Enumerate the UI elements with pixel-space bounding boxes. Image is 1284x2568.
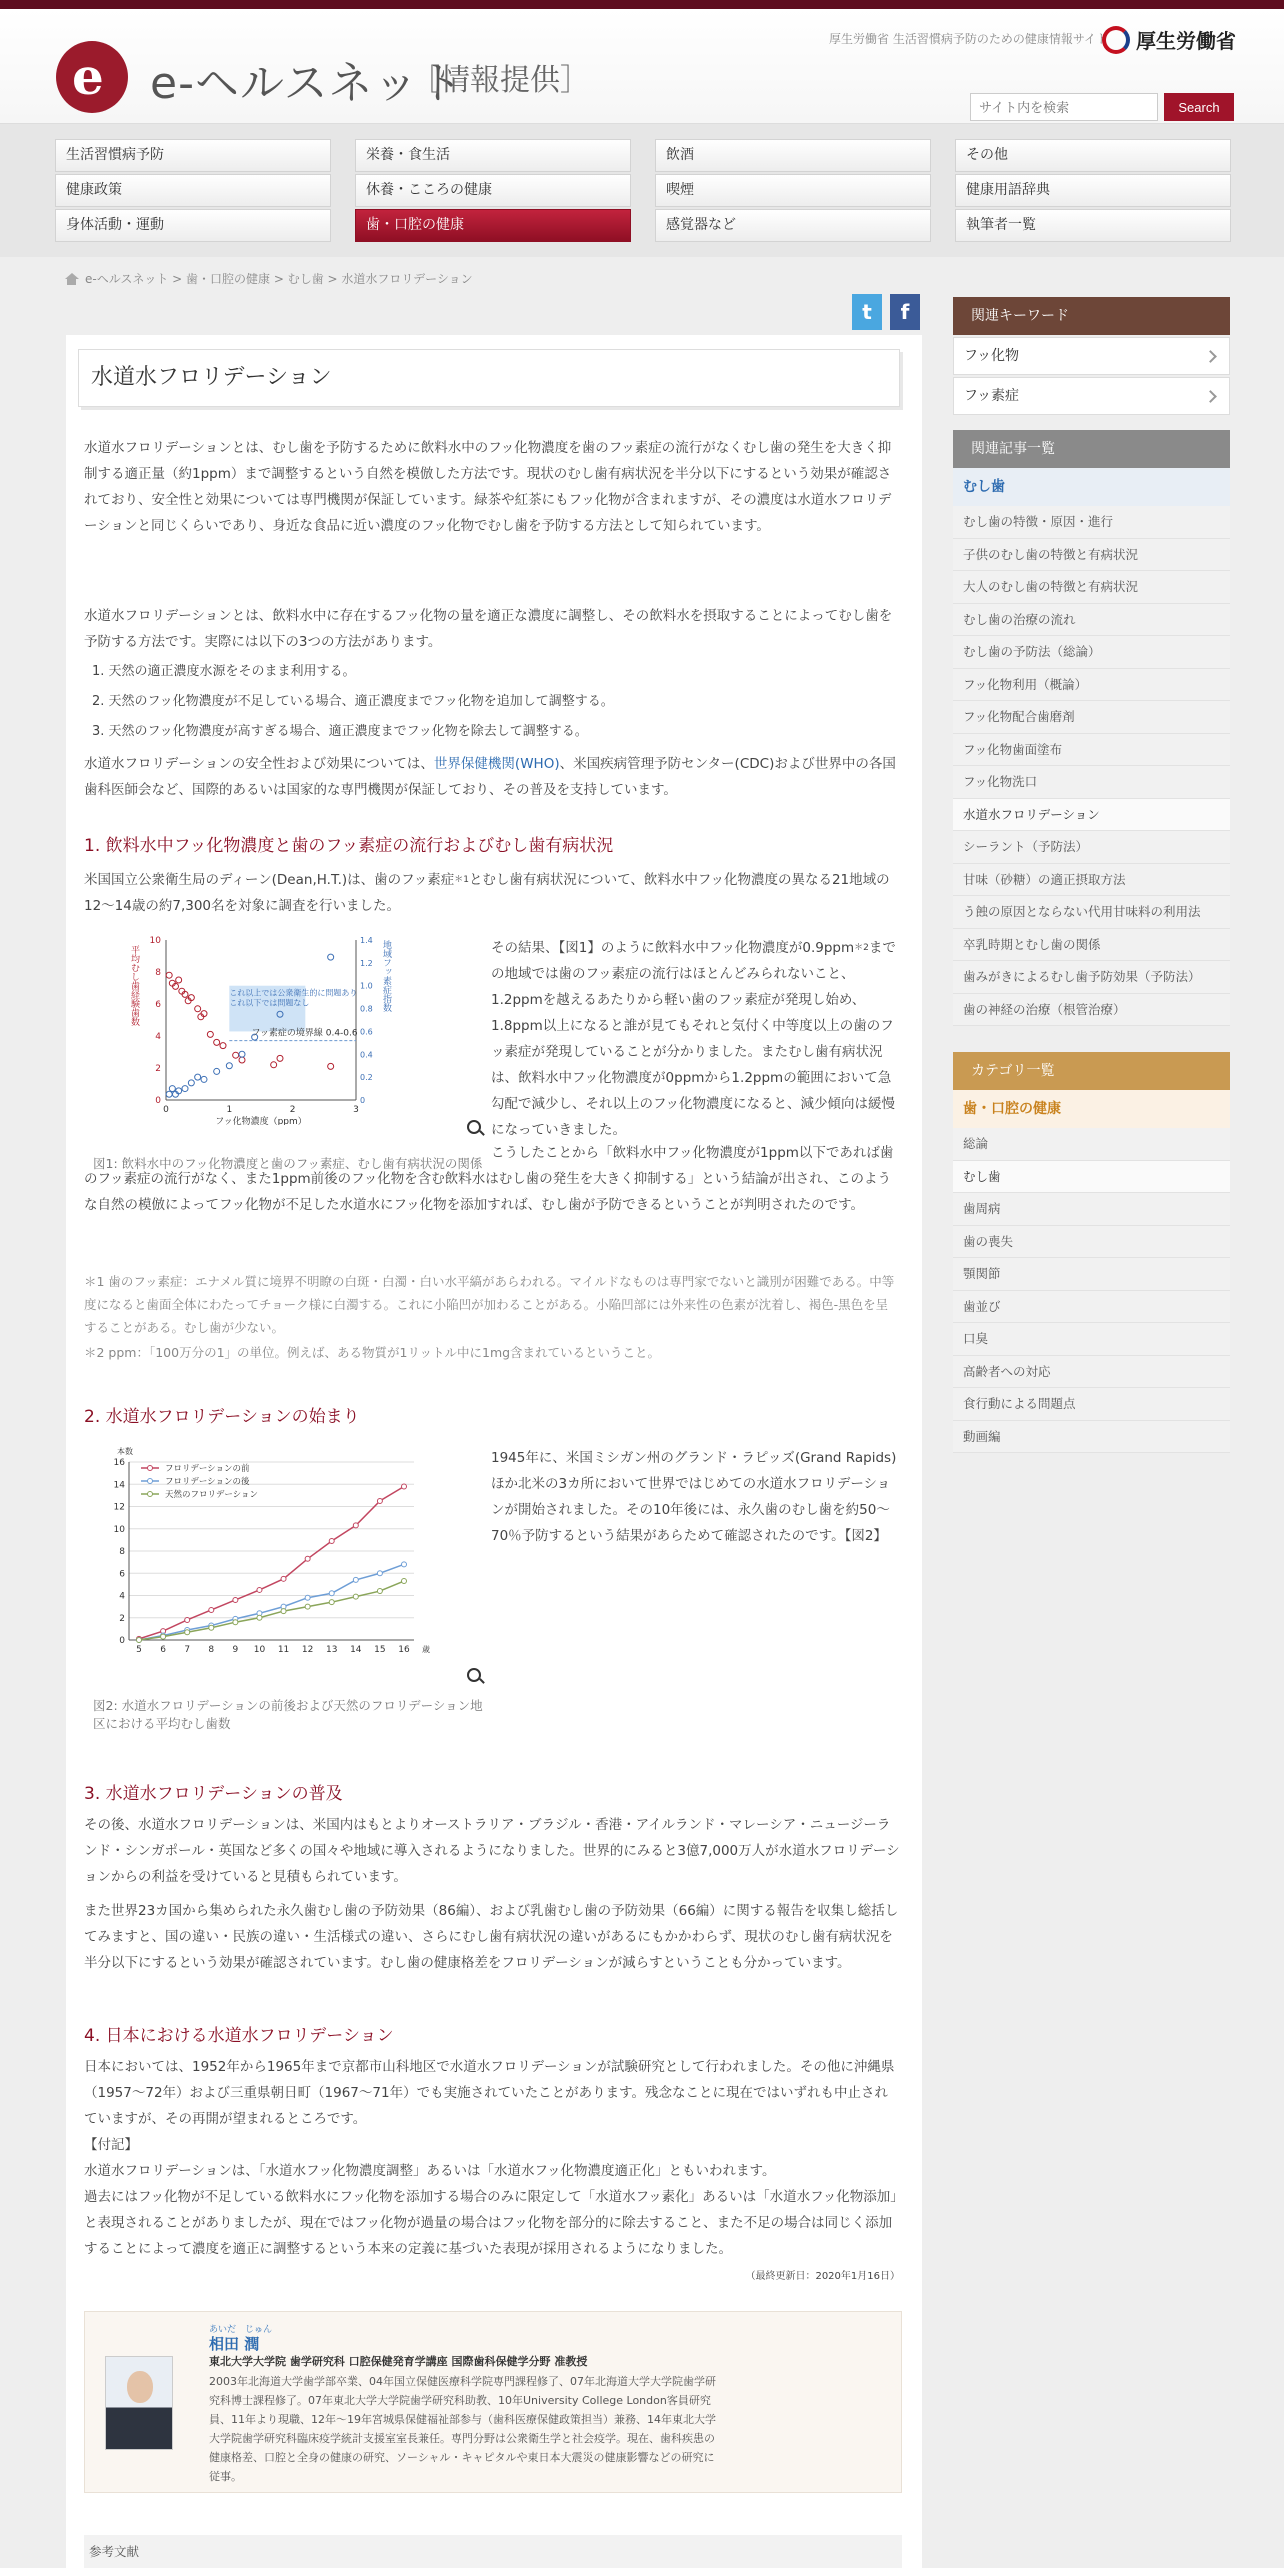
related-article-link[interactable]: むし歯の特徴・原因・進行 [953, 506, 1230, 539]
top-bar [0, 0, 1284, 9]
threshold-annotation: フッ素症の境界線 0.4-0.6 [251, 1028, 358, 1039]
paragraph: 1945年に、米国ミシガン州のグランド・ラピッズ(Grand Rapids)ほか北米の3カ所において世界ではじめての水道水フロリデーションが開始されました。その10年後には、永久歯のむし歯を約50～70％予防するという結果があらためて確認されたのです。【図2】 [491, 1450, 897, 1544]
text: 水道水フロリデーションの安全性および効果については、 [84, 756, 434, 772]
x-tick-label: 11 [277, 1645, 290, 1655]
fluorosis-point [195, 1074, 201, 1080]
data-point [305, 1556, 310, 1561]
data-point [329, 1600, 334, 1605]
data-point [377, 1498, 382, 1503]
related-article-link[interactable]: 歯みがきによるむし歯予防効果（予防法） [953, 961, 1230, 994]
category-heading: カテゴリ一覧 [953, 1052, 1230, 1090]
author-bio: 2003年北海道大学歯学部卒業、04年国立保健医療科学院専門課程修了、07年北海道大学大学院歯学研究科博士課程修了。07年東北大学大学院歯学研究科助教、10年University College London客員研究員、11年より現職、12年～19年宮城県保健福祉部参与（歯科医療保健政策担当）兼務、14年東北大学大学院歯学研究科臨床疫学統計支援室室長兼任。専門分野は公衆衛生学と社会疫学。現在、歯科疾患の健康格差、口腔と全身の健康の研究、ソーシャル・キャピタルや東日本大震災の健康影響などの研究に従事。 [209, 2375, 716, 2483]
keyword-link[interactable]: フッ化物 [953, 337, 1230, 375]
series-line [139, 1486, 404, 1638]
paragraph: 水道水フロリデーションは、「水道水フッ化物濃度調整」あるいは「水道水フッ化物濃度適正化」ともいわれます。 [84, 2163, 776, 2179]
footnote-2: ＊2 ppm：「100万分の1」の単位。例えば、ある物質が1リットル中に1mg含まれているということ。 [84, 1345, 661, 1360]
y-tick-label: 4 [119, 1591, 125, 1602]
data-point [305, 1595, 310, 1600]
fluorosis-point [201, 1076, 207, 1082]
list-item: 1. 天然の適正濃度水源をそのまま利用する。 [92, 664, 356, 679]
nav-item[interactable]: 執筆者一覧 [955, 209, 1231, 242]
category-subheading[interactable]: 歯・口腔の健康 [953, 1090, 1230, 1128]
home-icon[interactable] [64, 273, 79, 285]
data-point [137, 1638, 142, 1643]
x-tick-label: 16 [398, 1645, 410, 1655]
y-tick-label: 2 [119, 1613, 125, 1624]
threshold-note: これ以上では公衆衛生的に問題あり [229, 988, 358, 998]
related-heading: 関連記事一覧 [953, 430, 1230, 468]
related-article-link[interactable]: 大人のむし歯の特徴と有病状況 [953, 571, 1230, 604]
paragraph: 日本においては、1952年から1965年まで京都市山科地区で水道水フロリデーションが試験研究として行われました。その他に沖縄県（1957～72年）および三重県朝日町（1967～71年）でも実施されていたことがあります。残念なことに現在ではいずれも中止されていますが、その再開が望まれるところです。 [84, 2059, 895, 2127]
x-tick-label: 13 [326, 1645, 338, 1655]
x-tick-label: 8 [208, 1645, 215, 1655]
text: 、米国疾病管理予防センター(CDC)および世界中の各国歯科医師会など、国際的あるいは国家的な専門機関が保証しており、その普及を支持しています。 [84, 756, 896, 798]
author-affiliation: 東北大学大学院 歯学研究科 口腔保健発育学講座 国際歯科保健学分野 准教授 [209, 2355, 588, 2368]
keyword-heading: 関連キーワード [953, 297, 1230, 335]
figure-1-chart[interactable] [126, 925, 406, 1125]
tagline: 厚生労働省 生活習慣病予防のための健康情報サイト [829, 32, 1108, 46]
caries-point [214, 1039, 220, 1045]
data-point [402, 1562, 407, 1567]
section-heading: 3. 水道水フロリデーションの普及 [84, 1784, 343, 1804]
data-point [281, 1576, 286, 1581]
data-point [185, 1617, 190, 1622]
related-list [953, 506, 1230, 1026]
x-tick-label: 9 [232, 1645, 239, 1655]
y-tick-label: 8 [119, 1547, 125, 1557]
figure-2-chart[interactable] [94, 1440, 434, 1658]
data-point [353, 1523, 358, 1528]
who-link[interactable]: 世界保健機関(WHO) [433, 756, 560, 772]
caries-point [176, 977, 182, 983]
site-header [0, 9, 1284, 124]
related-article-link[interactable]: 子供のむし歯の特徴と有病状況 [953, 539, 1230, 572]
related-article-link[interactable]: 甘味（砂糖）の適正摂取方法 [953, 864, 1230, 897]
y-tick-label: 0 [155, 1096, 161, 1106]
zoom-icon[interactable] [467, 1668, 481, 1682]
x-tick-label: 3 [353, 1105, 359, 1115]
x-tick-label: 6 [160, 1645, 166, 1655]
related-article-link[interactable]: フッ化物歯面塗布 [953, 734, 1230, 767]
intro-paragraph: 水道水フロリデーションとは、むし歯を予防するために飲料水中のフッ化物濃度を歯のフッ素症の流行がなくむし歯の発生を大きく抑制する適正量（約1ppm）まで調整するという自然を模倣した方法です。現状のむし歯有病状況を半分以下にするという効果が確認されており、安全性と効果については専門機関が保証しています。緑茶や紅茶にもフッ化物が含まれますが、その濃度は水道水フロリデーションと同じくらいであり、身近な食品に近い濃度のフッ化物でむし歯を予防する方法として知られています。 [84, 440, 892, 534]
logo-letter: e [72, 47, 104, 106]
category-list [953, 1128, 1230, 1453]
paragraph: 過去にはフッ化物が不足している飲料水にフッ化物を添加する場合のみに限定して「水道水フッ素化」あるいは「水道水フッ化物添加」と表現されることがありましたが、現在ではフッ化物が過量の場合はフッ化物を部分的に除去すること、また不足の場合は同じく添加することによって濃度を適正に調整するという本来の定義に基づいた表現が採用されるようになりました。 [84, 2189, 897, 2257]
related-article-link[interactable]: 卒乳時期とむし歯の関係 [953, 929, 1230, 962]
fluorosis-point [226, 1063, 232, 1069]
category-link[interactable]: 食行動による問題点 [953, 1388, 1230, 1421]
data-point [257, 1587, 262, 1592]
list-item: 3. 天然のフッ化物濃度が高すぎる場合、適正濃度までフッ化物を除去して調整する。 [92, 724, 588, 739]
related-article-link[interactable]: むし歯の予防法（総論） [953, 636, 1230, 669]
section-heading: 4. 日本における水道水フロリデーション [84, 2026, 394, 2046]
footnote-1: ＊1 歯のフッ素症：エナメル質に境界不明瞭の白斑・白濁・白い水平縞があらわれる。マイルドなものは専門家でないと識別が困難である。中等度になると歯面全体にわたってチョーク様に白濁する。これに小陥凹が加わることがある。小陥凹部には外来性の色素が沈着し、褐色-黒色を呈することがある。むし歯が少ない。 [84, 1274, 895, 1335]
category-link[interactable]: 高齢者への対応 [953, 1356, 1230, 1389]
footnote-ref: ＊1 [454, 875, 469, 885]
data-point [233, 1620, 238, 1625]
category-link[interactable]: 動画編 [953, 1421, 1230, 1454]
y-tick-label: 10 [113, 1524, 125, 1535]
paragraph [491, 935, 901, 1143]
x-tick-label: 7 [184, 1645, 191, 1655]
breadcrumb-text[interactable]: e-ヘルスネット > 歯・口腔の健康 > むし歯 > 水道水フロリデーション [85, 272, 473, 286]
paragraph [84, 867, 900, 919]
author-name[interactable]: 相田 潤 [209, 2335, 260, 2353]
x-tick-label: 10 [253, 1645, 266, 1655]
related-article-link[interactable]: 水道水フロリデーション [953, 799, 1230, 832]
paragraph [84, 751, 900, 803]
data-point [402, 1484, 407, 1489]
nav-item[interactable]: 休養・こころの健康 [355, 174, 631, 207]
y-tick-label: 14 [113, 1480, 125, 1491]
figure-2-caption: 図2: 水道水フロリデーションの前後および天然のフロリデーション地区における平均むし歯数 [93, 1698, 483, 1731]
text: までの地域では歯のフッ素症の流行はほとんどみられないこと、1.2ppmを越えるあたりから軽い歯のフッ素症が発現し始め、1.8ppm以上になると誰が見てもそれと気付く中等度以上の歯のフッ素症が発現していることが分かりました。またむし歯有病状況は、飲料水中フッ化物濃度が0ppmから1.2ppmの範囲において急勾配で減少し、それ以上のフッ化物濃度になると、減少傾向は緩慢になっていきました。 [491, 940, 896, 1138]
data-point [209, 1607, 214, 1612]
category-link[interactable]: 総論 [953, 1128, 1230, 1161]
article [66, 335, 922, 2568]
nav-item[interactable]: 生活習慣病予防 [55, 139, 331, 172]
site-logo[interactable] [56, 41, 128, 113]
caries-point [166, 972, 172, 978]
y-tick-label: 6 [119, 1569, 125, 1580]
twitter-icon: t [862, 300, 872, 324]
author-box [84, 2311, 902, 2493]
y-axis-label: 本数 [117, 1447, 133, 1456]
data-point [353, 1577, 358, 1582]
search-input[interactable] [970, 93, 1158, 121]
x-tick-label: 5 [136, 1645, 142, 1655]
legend-marker [148, 1479, 153, 1484]
section-heading: 1. 飲料水中フッ化物濃度と歯のフッ素症の流行およびむし歯有病状況 [84, 836, 614, 856]
x-tick-label: 0 [163, 1105, 169, 1115]
caries-point [220, 1043, 226, 1049]
category-link[interactable]: 歯並び [953, 1291, 1230, 1324]
y2-tick-label: 1.2 [360, 958, 373, 968]
appendix-label: 【付記】 [84, 2137, 138, 2153]
y2-axis-label: 地域フッ素症指数 [381, 940, 391, 1012]
y-tick-label: 16 [113, 1458, 125, 1468]
related-article-link[interactable]: フッ化物洗口 [953, 766, 1230, 799]
references-heading[interactable]: 参考文献 [84, 2535, 902, 2568]
ministry-logo[interactable] [1102, 25, 1236, 54]
fluorosis-point [166, 1091, 172, 1097]
data-point [305, 1604, 310, 1609]
category-link[interactable]: 顎関節 [953, 1258, 1230, 1291]
fluorosis-point [182, 1086, 188, 1092]
search-button[interactable]: Search [1164, 93, 1234, 121]
fluorosis-point [188, 1080, 194, 1086]
y-tick-label: 4 [155, 1032, 161, 1042]
related-subheading[interactable]: むし歯 [953, 468, 1230, 506]
data-point [377, 1571, 382, 1576]
legend-marker [148, 1492, 153, 1497]
legend-label: 天然のフロリデーション [165, 1490, 258, 1500]
nav-item[interactable]: 身体活動・運動 [55, 209, 331, 242]
zoom-icon[interactable] [467, 1120, 481, 1134]
caries-point [207, 1031, 213, 1037]
paragraph: こうしたことから「飲料水中フッ化物濃度が1ppm以下であれば歯のフッ素症の流行がなく、また1ppm前後のフッ化物を含む飲料水はむし歯の発生を大きく抑制する」という結論が出され、このような自然の模倣によってフッ化物が不足した水道水にフッ化物を添加すれば、むし歯が予防できるということが判明されたのです。 [84, 1145, 894, 1213]
y-tick-label: 10 [149, 936, 161, 946]
last-updated: （最終更新日：2020年1月16日） [745, 2271, 900, 2282]
site-tag: ［情報提供］ [410, 63, 590, 98]
related-article-link[interactable]: フッ化物配合歯磨剤 [953, 701, 1230, 734]
y-tick-label: 2 [155, 1064, 161, 1074]
caries-point [195, 1006, 201, 1012]
y2-tick-label: 0.8 [360, 1004, 373, 1014]
twitter-share-button[interactable] [852, 294, 882, 330]
caries-point [233, 1052, 239, 1058]
data-point [233, 1597, 238, 1602]
related-article-link[interactable]: むし歯の治療の流れ [953, 604, 1230, 637]
fluorosis-point [214, 1068, 220, 1074]
related-article-link[interactable]: 歯の神経の治療（根管治療） [953, 994, 1230, 1027]
x-axis-label: フッ化物濃度（ppm） [215, 1117, 307, 1125]
threshold-note: これ以下では問題なし [229, 998, 310, 1008]
y-axis-label: 平均むし歯経験歯数 [129, 945, 139, 1026]
figure-1-caption: 図1: 飲料水中のフッ化物濃度と歯のフッ素症、むし歯有病状況の関係 [93, 1156, 483, 1171]
x-tick-label: 2 [289, 1105, 296, 1115]
keyword-link[interactable]: フッ素症 [953, 377, 1230, 415]
data-point [209, 1625, 214, 1630]
section-heading: 2. 水道水フロリデーションの始まり [84, 1407, 360, 1427]
x-tick-label: 1 [226, 1105, 233, 1115]
y2-tick-label: 0.6 [360, 1027, 373, 1037]
data-point [329, 1591, 334, 1596]
fluorosis-point [169, 1086, 175, 1092]
legend-label: フロリデーションの後 [165, 1477, 250, 1487]
y2-tick-label: 0 [360, 1096, 366, 1105]
ministry-mark-icon [1102, 26, 1130, 54]
text: その結果、【図1】のように飲料水中フッ化物濃度が0.9ppm [491, 940, 855, 956]
nav-item[interactable]: 健康用語辞典 [955, 174, 1231, 207]
y2-tick-label: 0.4 [360, 1050, 373, 1060]
legend-marker [148, 1466, 153, 1471]
y-tick-label: 12 [113, 1502, 125, 1513]
caries-point [271, 1062, 277, 1068]
x-axis-label: 歳 [422, 1645, 430, 1654]
nav-item[interactable]: 喫煙 [655, 174, 931, 207]
ministry-name: 厚生労働省 [1136, 29, 1236, 53]
list-item: 2. 天然のフッ化物濃度が不足している場合、適正濃度までフッ化物を追加して調整する。 [92, 694, 614, 709]
search-form [970, 93, 1234, 121]
global-nav [0, 124, 1284, 257]
nav-item[interactable]: 感覚器など [655, 209, 931, 242]
data-point [402, 1579, 407, 1584]
legend-label: フロリデーションの前 [165, 1464, 250, 1474]
facebook-share-button[interactable] [890, 294, 920, 330]
y-tick-label: 8 [155, 968, 161, 978]
x-tick-label: 12 [301, 1645, 314, 1655]
text: 米国国立公衆衛生局のディーン(Dean,H.T.)は、歯のフッ素症 [84, 872, 455, 888]
y2-tick-label: 1.0 [360, 981, 373, 991]
paragraph: また世界23カ国から集められた永久歯むし歯の予防効果（86編）、および乳歯むし歯の予防効果（66編）に関する報告を収集し総括してみますと、国の違い・民族の違い・生活様式の違い、さらにむし歯有病状況の違いがあるにもかかわらず、現状のむし歯有病状況を半分以下にするという効果が確認されています。むし歯の健康格差をフロリデーションが減らすということも分かっています。 [84, 1903, 899, 1971]
fluorosis-point [328, 954, 334, 960]
author-photo [105, 2356, 173, 2450]
x-tick-label: 15 [374, 1645, 386, 1655]
y2-tick-label: 1.4 [360, 936, 373, 945]
data-point [185, 1630, 190, 1635]
paragraph: その後、水道水フロリデーションは、米国内はもとよりオーストラリア・ブラジル・香港・アイルランド・マレーシア・ニュージーランド・シンガポール・英国など多くの国々や地域に導入されるようになりました。世界的にみると3億7,000万人が水道水フロリデーションからの利益を受けていると見積もられています。 [84, 1817, 900, 1885]
x-tick-label: 14 [350, 1645, 362, 1655]
y-tick-label: 0 [119, 1636, 125, 1646]
related-article-link[interactable]: シーラント（予防法） [953, 831, 1230, 864]
author-ruby: あいだ じゅん [209, 2325, 273, 2335]
fluorosis-point [239, 1051, 245, 1057]
sidebar [953, 297, 1230, 1453]
caries-point [239, 1057, 245, 1063]
page-title: 水道水フロリデーション [78, 349, 900, 407]
data-point [329, 1538, 334, 1543]
category-link[interactable]: 歯周病 [953, 1193, 1230, 1226]
method-list [92, 657, 908, 747]
site-name[interactable]: e-ヘルスネット [150, 58, 464, 109]
data-point [377, 1589, 382, 1594]
y2-tick-label: 0.2 [360, 1073, 373, 1083]
nav-item[interactable]: 健康政策 [55, 174, 331, 207]
caries-point [328, 1063, 334, 1069]
nav-item[interactable]: その他 [955, 139, 1231, 172]
nav-item-active[interactable]: 歯・口腔の健康 [355, 209, 631, 242]
text: とむし歯有病状況について、飲料水中フッ化物濃度の異なる21地域の12～14歳の約7,300名を対象に調査を行いました。 [84, 872, 890, 914]
nav-item[interactable]: 栄養・食生活 [355, 139, 631, 172]
breadcrumb [64, 270, 473, 287]
paragraph: 水道水フロリデーションとは、飲料水中に存在するフッ化物の量を適正な濃度に調整し、その飲料水を摂取することによってむし歯を予防する方法です。実際には以下の3つの方法があります。 [84, 608, 893, 650]
nav-item[interactable]: 飲酒 [655, 139, 931, 172]
data-point [161, 1634, 166, 1639]
caries-point [277, 1055, 283, 1061]
y-tick-label: 6 [155, 1000, 161, 1010]
data-point [257, 1615, 262, 1620]
category-link[interactable]: むし歯 [953, 1161, 1230, 1194]
category-link[interactable]: 歯の喪失 [953, 1226, 1230, 1259]
series-line [139, 1564, 404, 1640]
data-point [353, 1594, 358, 1599]
footnote-ref: ＊2 [854, 943, 869, 953]
related-article-link[interactable]: う蝕の原因とならない代用甘味料の利用法 [953, 896, 1230, 929]
facebook-icon: f [900, 300, 910, 324]
data-point [281, 1609, 286, 1614]
related-article-link[interactable]: フッ化物利用（概論） [953, 669, 1230, 702]
category-link[interactable]: 口臭 [953, 1323, 1230, 1356]
